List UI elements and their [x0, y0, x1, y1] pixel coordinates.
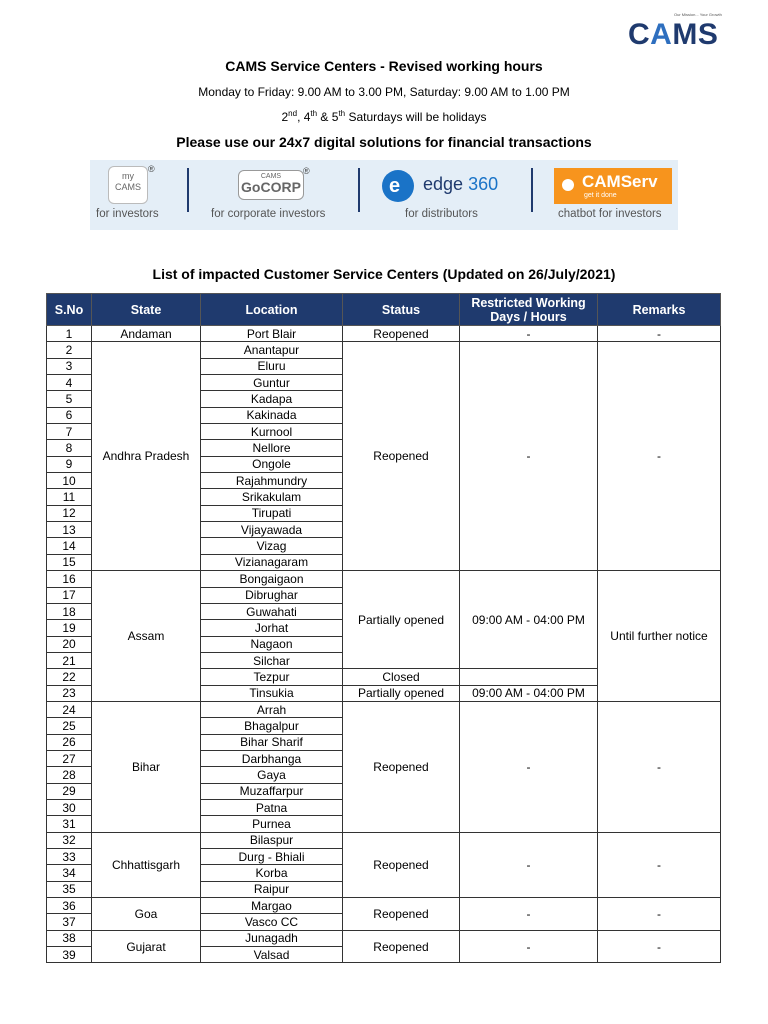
table-row	[47, 701, 721, 717]
cell-location: Bongaigaon	[201, 571, 343, 587]
gocorp-logo[interactable]: CAMS GoCORP	[238, 170, 304, 200]
cell-sno: 32	[47, 832, 92, 848]
logo-tagline: Our Mission... Your Growth	[674, 12, 722, 17]
impacted-centers-title: List of impacted Customer Service Centers (Updated on 26/July/2021)	[152, 266, 616, 282]
mycams-caption: for investors	[96, 208, 159, 220]
cell-sno: 14	[47, 538, 92, 554]
cell-sno: 38	[47, 930, 92, 946]
cell-location: Vizag	[201, 538, 343, 554]
cell-status: Reopened	[343, 832, 460, 897]
table-row	[47, 342, 721, 358]
mycams-logo[interactable]: my CAMS	[108, 166, 148, 204]
cell-restricted: 09:00 AM - 04:00 PM	[460, 571, 598, 669]
table-row	[47, 571, 721, 587]
cell-location: Kadapa	[201, 391, 343, 407]
cell-location: Bhagalpur	[201, 718, 343, 734]
cell-sno: 5	[47, 391, 92, 407]
cell-location: Bilaspur	[201, 832, 343, 848]
table-row	[47, 930, 721, 946]
cell-location: Ongole	[201, 456, 343, 472]
cell-location: Valsad	[201, 947, 343, 963]
cell-status: Reopened	[343, 898, 460, 931]
cell-location: Nellore	[201, 440, 343, 456]
cell-state: Assam	[92, 571, 201, 702]
cell-remarks: -	[598, 342, 721, 571]
cell-location: Vasco CC	[201, 914, 343, 930]
cell-restricted: -	[460, 898, 598, 931]
cell-sno: 37	[47, 914, 92, 930]
table-row	[47, 832, 721, 848]
cell-state: Goa	[92, 898, 201, 931]
cell-sno: 13	[47, 522, 92, 538]
cell-status: Reopened	[343, 326, 460, 342]
cell-location: Korba	[201, 865, 343, 881]
cell-sno: 34	[47, 865, 92, 881]
cell-status: Partially opened	[343, 571, 460, 669]
cell-location: Guntur	[201, 375, 343, 391]
cell-sno: 20	[47, 636, 92, 652]
cell-sno: 24	[47, 701, 92, 717]
cell-sno: 21	[47, 652, 92, 668]
cell-status: Closed	[343, 669, 460, 685]
cell-sno: 25	[47, 718, 92, 734]
cell-location: Eluru	[201, 358, 343, 374]
cell-sno: 11	[47, 489, 92, 505]
cell-sno: 1	[47, 326, 92, 342]
cams-logo	[628, 12, 722, 52]
table-row	[47, 326, 721, 342]
cell-location: Margao	[201, 898, 343, 914]
cell-location: Tirupati	[201, 505, 343, 521]
cell-location: Jorhat	[201, 620, 343, 636]
service-centers-table	[46, 293, 721, 963]
cell-sno: 15	[47, 554, 92, 570]
cell-restricted: -	[460, 930, 598, 963]
edge360-icon[interactable]: e	[382, 170, 414, 202]
cell-sno: 9	[47, 456, 92, 472]
cell-state: Gujarat	[92, 930, 201, 963]
cell-location: Dibrughar	[201, 587, 343, 603]
header-restricted: Restricted Working Days / Hours	[460, 294, 598, 326]
cell-status: Reopened	[343, 342, 460, 571]
cell-restricted: -	[460, 326, 598, 342]
header-sno: S.No	[47, 294, 92, 326]
cell-location: Srikakulam	[201, 489, 343, 505]
cell-location: Tinsukia	[201, 685, 343, 701]
cell-location: Gaya	[201, 767, 343, 783]
cell-sno: 3	[47, 358, 92, 374]
cell-sno: 7	[47, 424, 92, 440]
header-state: State	[92, 294, 201, 326]
cell-location: Vizianagaram	[201, 554, 343, 570]
cell-remarks: -	[598, 898, 721, 931]
cell-location: Patna	[201, 799, 343, 815]
cell-location: Silchar	[201, 652, 343, 668]
cell-sno: 10	[47, 473, 92, 489]
cell-remarks: Until further notice	[598, 571, 721, 702]
cell-remarks: -	[598, 701, 721, 832]
cell-remarks: -	[598, 326, 721, 342]
saturday-holidays: 2nd, 4th & 5th Saturdays will be holidays	[281, 109, 487, 124]
cell-location: Durg - Bhiali	[201, 849, 343, 865]
cell-location: Junagadh	[201, 930, 343, 946]
cell-location: Tezpur	[201, 669, 343, 685]
cell-restricted: -	[460, 342, 598, 571]
cell-location: Anantapur	[201, 342, 343, 358]
divider	[358, 168, 360, 212]
header-remarks: Remarks	[598, 294, 721, 326]
cell-location: Purnea	[201, 816, 343, 832]
cell-sno: 18	[47, 603, 92, 619]
working-hours: Monday to Friday: 9.00 AM to 3.00 PM, Saturday: 9.00 AM to 1.00 PM	[198, 85, 570, 99]
cell-sno: 2	[47, 342, 92, 358]
cell-sno: 8	[47, 440, 92, 456]
cell-status: Partially opened	[343, 685, 460, 701]
cell-location: Port Blair	[201, 326, 343, 342]
edge360-wordmark[interactable]: edge 360	[423, 174, 499, 194]
cell-location: Rajahmundry	[201, 473, 343, 489]
cell-sno: 35	[47, 881, 92, 897]
cell-remarks: -	[598, 832, 721, 897]
cell-location: Darbhanga	[201, 750, 343, 766]
cell-location: Vijayawada	[201, 522, 343, 538]
registered-mark: ®	[303, 166, 310, 176]
table-row	[47, 898, 721, 914]
cell-location: Arrah	[201, 701, 343, 717]
cell-sno: 27	[47, 750, 92, 766]
digital-solutions-heading: Please use our 24x7 digital solutions for financial transactions	[176, 134, 592, 150]
cell-sno: 6	[47, 407, 92, 423]
cell-location: Raipur	[201, 881, 343, 897]
cell-sno: 17	[47, 587, 92, 603]
cell-sno: 30	[47, 799, 92, 815]
cell-status: Reopened	[343, 930, 460, 963]
cell-sno: 12	[47, 505, 92, 521]
page-title: CAMS Service Centers - Revised working hours	[225, 58, 543, 74]
registered-mark: ®	[148, 164, 155, 174]
cell-sno: 16	[47, 571, 92, 587]
cell-restricted: -	[460, 832, 598, 897]
cell-sno: 26	[47, 734, 92, 750]
cell-remarks: -	[598, 930, 721, 963]
cell-sno: 39	[47, 947, 92, 963]
cell-state: Andhra Pradesh	[92, 342, 201, 571]
divider	[531, 168, 533, 212]
cell-sno: 33	[47, 849, 92, 865]
camserv-logo[interactable]: CAMServ get it done	[554, 168, 672, 204]
divider	[187, 168, 189, 212]
cell-sno: 36	[47, 898, 92, 914]
cell-location: Muzaffarpur	[201, 783, 343, 799]
cell-sno: 29	[47, 783, 92, 799]
cell-state: Chhattisgarh	[92, 832, 201, 897]
chat-bubble-icon	[562, 179, 574, 191]
cell-sno: 23	[47, 685, 92, 701]
cell-restricted	[460, 669, 598, 685]
cell-sno: 4	[47, 375, 92, 391]
cell-location: Kurnool	[201, 424, 343, 440]
header-status: Status	[343, 294, 460, 326]
cell-sno: 19	[47, 620, 92, 636]
cell-sno: 22	[47, 669, 92, 685]
cell-location: Guwahati	[201, 603, 343, 619]
camserv-caption: chatbot for investors	[558, 208, 662, 220]
gocorp-caption: for corporate investors	[211, 208, 326, 220]
logo-wordmark: CAMS	[628, 18, 719, 51]
header-location: Location	[201, 294, 343, 326]
cell-status: Reopened	[343, 701, 460, 832]
table-header-row	[47, 294, 721, 326]
cell-location: Bihar Sharif	[201, 734, 343, 750]
cell-restricted: 09:00 AM - 04:00 PM	[460, 685, 598, 701]
cell-state: Andaman	[92, 326, 201, 342]
cell-state: Bihar	[92, 701, 201, 832]
edge360-caption: for distributors	[405, 208, 478, 220]
cell-location: Nagaon	[201, 636, 343, 652]
cell-restricted: -	[460, 701, 598, 832]
cell-sno: 28	[47, 767, 92, 783]
cell-location: Kakinada	[201, 407, 343, 423]
digital-solutions-banner	[90, 160, 678, 230]
cell-sno: 31	[47, 816, 92, 832]
